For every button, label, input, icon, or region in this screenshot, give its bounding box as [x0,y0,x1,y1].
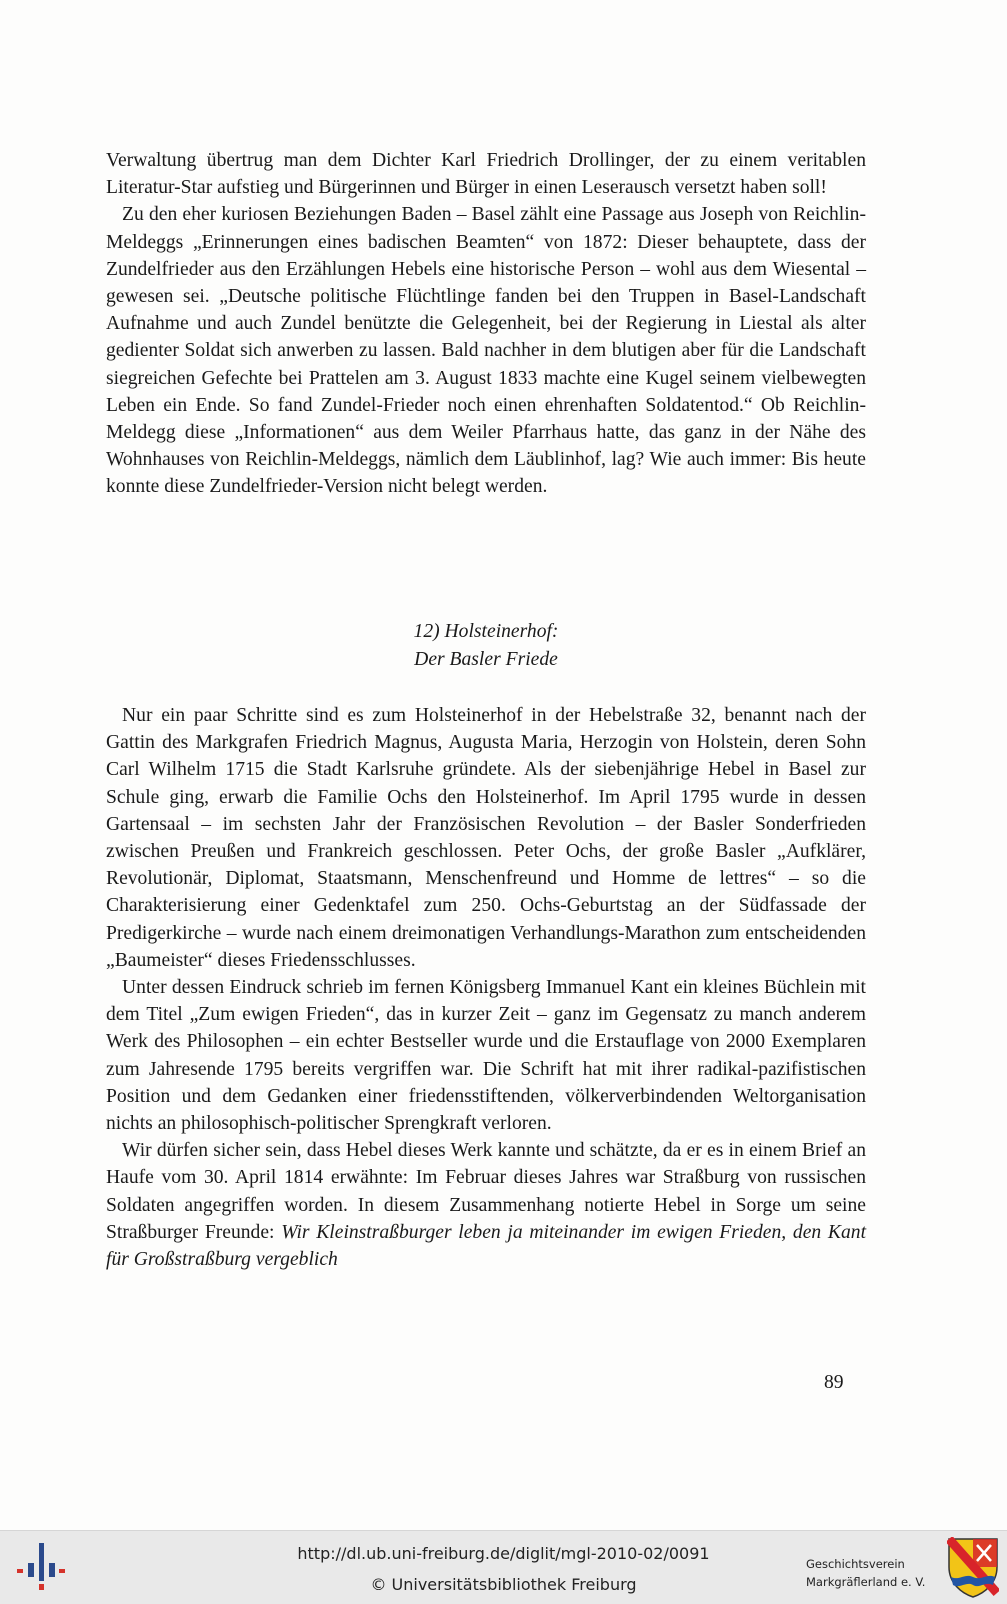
paragraph-hebel-letter [106,1137,866,1273]
paragraph-holsteinerhof: Nur ein paar Schritte sind es zum Holsteinerhof in der Hebelstraße 32, benannt nach der Gattin des Markgrafen Friedrich Magnus, Augusta Maria, Herzogin von Holstein, deren Sohn Carl Wilhelm 1715 die Stadt Karlsruhe gründete. Als der siebenjährige Hebel in Basel zur Schule ging, erwarb die Familie Ochs den Holsteinerhof. Im April 1795 wurde in dessen Gartensaal – im sechsten Jahr der Französischen Revolution – der Basler Sonderfrieden zwischen Preußen und Frankreich geschlossen. Peter Ochs, der große Basler „Aufklärer, Revolutionär, Diplomat, Staatsmann, Menschenfreund und Homme de lettres“ – so die Charakterisierung einer Gedenktafel zum 250. Ochs-Geburtstag an der Südfassade der Predigerkirche – wurde nach einem dreimonatigen Verhandlungs-Marathon zum entscheidenden „Baumeister“ dieses Friedensschlusses. [106,705,866,971]
paragraph-zundelfrieder: Zu den eher kuriosen Beziehungen Baden – Basel zählt eine Passage aus Joseph von Reichlin-Meldeggs „Erinnerungen eines badischen Beamten“ von 1872: Dieser behauptete, dass der Zundelfrieder aus den Erzählungen Hebels eine historische Person – wohl aus dem Wiesental – gewesen sei. „Deutsche politische Flüchtlinge fanden bei den Truppen in Basel-Landschaft Aufnahme und auch Zundel benützte die Gelegenheit, bei der Regierung in Liestal als alter gedienter Soldat sich anwerben zu lassen. Bald nachher in dem blutigen aber für die Landschaft siegreichen Gefechte bei Prattelen am 3. August 1833 machte eine Kugel seinem vielbewegten Leben ein Ende. So fand Zundel-Frieder noch einen ehrenhaften Soldatentod.“ Ob Reichlin-Meldegg diese „Informationen“ aus dem Weiler Pfarrhaus hatte, das ganz in der Nähe des Wohnhauses von Reichlin-Meldeggs, nämlich dem Läublinhof, lag? Wie auch immer: Bis heute konnte diese Zundelfrieder-Version nicht belegt werden. [106,204,866,498]
text-block-bottom [106,702,866,1273]
society-line-1: Geschichtsverein [806,1557,905,1571]
text-block-top [106,147,866,501]
page-number: 89 [824,1372,844,1393]
section-heading-number: 12) Holsteinerhof: [413,621,559,642]
footer-copyright: © Universitätsbibliothek Freiburg [370,1575,637,1594]
footer-url-link[interactable]: http://dl.ub.uni-freiburg.de/diglit/mgl-2010-02/0091 [297,1544,710,1563]
hebel-quote: Wir Kleinstraßburger leben ja miteinander im ewigen Frieden, den Kant für Großstraßburg vergeblich [106,1221,867,1271]
society-line-2: Markgräflerland e. V. [806,1575,926,1589]
paragraph-drollinger: Verwaltung übertrug man dem Dichter Karl Friedrich Drollinger, der zu einem veritablen Literatur-Star aufstieg und Bürgerinnen und Bürger in einen Leserausch versetzt haben soll! [106,150,866,199]
footer-bar [0,1530,1007,1604]
section-heading-title: Der Basler Friede [414,648,558,670]
paragraph-kant: Unter dessen Eindruck schrieb im fernen Königsberg Immanuel Kant ein kleines Büchlein mit dem Titel „Zum ewigen Frieden“, das in kurzer Zeit – ganz im Gegensatz zu manch anderem Werk des Philosophen – ein echter Bestseller wurde und die Erstauflage von 2000 Exemplaren zum Jahresende 1795 bereits vergriffen war. Die Schrift hat mit ihrer radikal-pazifistischen Position und dem Gedanken einer friedensstiftenden, völkerverbindenden Weltorganisation nichts an philosophisch-politischer Sprengkraft verloren. [106,977,866,1135]
paragraph-hebel-letter-text: Wir dürfen sicher sein, dass Hebel dieses Werk kannte und schätzte, da er es in einem Brief an Haufe vom 30. April 1814 erwähnte: Im Februar dieses Jahres war Straßburg von russischen Soldaten angegriffen worden. In diesem Zusammenhang notierte Hebel in Sorge um seine Straßburger Freunde: [106,1140,866,1243]
section-heading [106,618,866,673]
society-name-logo [806,1554,930,1594]
markgraeflerland-crest-icon [947,1537,999,1599]
